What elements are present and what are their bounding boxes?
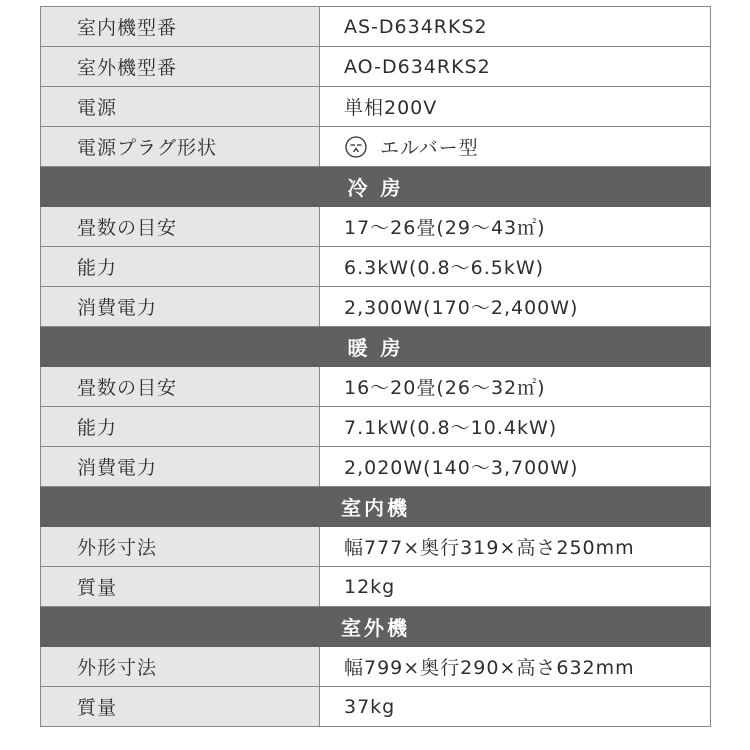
- spec-label: 外形寸法: [41, 647, 320, 687]
- spec-row: [41, 127, 711, 167]
- section-header-row: [41, 607, 711, 647]
- spec-value: 12kg: [320, 567, 711, 607]
- spec-value: AS-D634RKS2: [320, 7, 711, 47]
- spec-row: [41, 7, 711, 47]
- spec-row: [41, 407, 711, 447]
- spec-row: [41, 207, 711, 247]
- section-title: 室外機: [41, 607, 711, 647]
- spec-row: [41, 47, 711, 87]
- spec-row: [41, 367, 711, 407]
- spec-label: 能力: [41, 407, 320, 447]
- spec-label: 能力: [41, 247, 320, 287]
- section-header-row: [41, 487, 711, 527]
- section-title: 室内機: [41, 487, 711, 527]
- spec-row: [41, 647, 711, 687]
- spec-label: 畳数の目安: [41, 367, 320, 407]
- spec-label: 外形寸法: [41, 527, 320, 567]
- spec-label: 室外機型番: [41, 47, 320, 87]
- spec-value-text: エルバー型: [380, 137, 479, 159]
- spec-value: 37kg: [320, 687, 711, 727]
- elbow-plug-icon: [344, 135, 368, 159]
- spec-row: [41, 447, 711, 487]
- spec-label: 電源プラグ形状: [41, 127, 320, 167]
- spec-value: 単相200V: [320, 87, 711, 127]
- spec-label: 消費電力: [41, 447, 320, 487]
- spec-value: 6.3kW(0.8〜6.5kW): [320, 247, 711, 287]
- spec-row: [41, 687, 711, 727]
- spec-value: 幅799×奥行290×高さ632mm: [320, 647, 711, 687]
- spec-value: AO-D634RKS2: [320, 47, 711, 87]
- spec-value: 7.1kW(0.8〜10.4kW): [320, 407, 711, 447]
- spec-table: [40, 6, 711, 727]
- spec-row: [41, 567, 711, 607]
- spec-value: [320, 127, 711, 167]
- spec-value: 16〜20畳(26〜32㎡): [320, 367, 711, 407]
- spec-label: 質量: [41, 687, 320, 727]
- spec-label: 質量: [41, 567, 320, 607]
- spec-label: 畳数の目安: [41, 207, 320, 247]
- section-header-row: [41, 167, 711, 207]
- spec-value: 17〜26畳(29〜43㎡): [320, 207, 711, 247]
- spec-row: [41, 527, 711, 567]
- spec-row: [41, 287, 711, 327]
- spec-label: 室内機型番: [41, 7, 320, 47]
- spec-value: 幅777×奥行319×高さ250mm: [320, 527, 711, 567]
- spec-label: 電源: [41, 87, 320, 127]
- section-title: 冷 房: [41, 167, 711, 207]
- spec-table-body: [41, 7, 711, 727]
- spec-row: [41, 87, 711, 127]
- spec-value: 2,020W(140〜3,700W): [320, 447, 711, 487]
- section-title: 暖 房: [41, 327, 711, 367]
- spec-label: 消費電力: [41, 287, 320, 327]
- spec-value: 2,300W(170〜2,400W): [320, 287, 711, 327]
- section-header-row: [41, 327, 711, 367]
- spec-row: [41, 247, 711, 287]
